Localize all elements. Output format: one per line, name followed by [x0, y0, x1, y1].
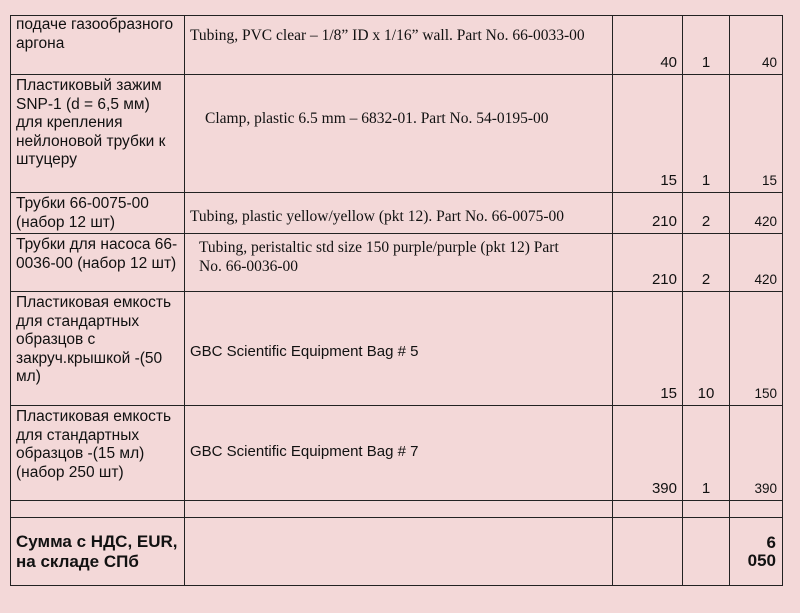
item-description: GBC Scientific Equipment Bag # 7 [185, 406, 613, 501]
item-name: Трубки 66-0075-00 (набор 12 шт) [11, 193, 185, 234]
item-quantity: 2 [683, 193, 730, 234]
item-description: Clamp, plastic 6.5 mm – 6832-01. Part No. 54-0195-00 [185, 75, 613, 193]
summary-label: Сумма с НДС, EUR, на складе СПб [11, 518, 185, 586]
empty-cell [683, 518, 730, 586]
item-name: подаче газообразного аргона [11, 16, 185, 75]
item-description: Tubing, PVC clear – 1/8” ID x 1/16” wall. Part No. 66-0033-00 [185, 16, 613, 75]
table-row [11, 292, 783, 406]
item-description: Tubing, peristaltic std size 150 purple/purple (pkt 12) Part No. 66-0036-00 [185, 234, 613, 292]
empty-cell [613, 518, 683, 586]
item-total: 15 [730, 75, 783, 193]
item-name: Трубки для насоса 66-0036-00 (набор 12 шт) [11, 234, 185, 292]
item-price: 390 [613, 406, 683, 501]
price-table [10, 15, 783, 586]
summary-total: 6 050 [730, 518, 783, 586]
item-price: 15 [613, 292, 683, 406]
item-name: Пластиковая емкость для стандартных образцов -(15 мл) (набор 250 шт) [11, 406, 185, 501]
item-total: 420 [730, 193, 783, 234]
table-row-empty [11, 501, 783, 518]
item-name: Пластиковая емкость для стандартных образцов с закруч.крышкой -(50 мл) [11, 292, 185, 406]
empty-cell [683, 501, 730, 518]
item-quantity: 1 [683, 16, 730, 75]
item-total: 150 [730, 292, 783, 406]
item-total: 40 [730, 16, 783, 75]
item-total: 390 [730, 406, 783, 501]
item-price: 15 [613, 75, 683, 193]
item-name: Пластиковый зажим SNP-1 (d = 6,5 мм) для крепления нейлоновой трубки к штуцеру [11, 75, 185, 193]
item-price: 210 [613, 234, 683, 292]
item-price: 210 [613, 193, 683, 234]
item-total: 420 [730, 234, 783, 292]
empty-cell [11, 501, 185, 518]
item-price: 40 [613, 16, 683, 75]
table-row [11, 193, 783, 234]
item-quantity: 1 [683, 406, 730, 501]
item-quantity: 2 [683, 234, 730, 292]
empty-cell [185, 518, 613, 586]
item-quantity: 1 [683, 75, 730, 193]
item-description: GBC Scientific Equipment Bag # 5 [185, 292, 613, 406]
empty-cell [185, 501, 613, 518]
item-quantity: 10 [683, 292, 730, 406]
table-row [11, 16, 783, 75]
table-row [11, 406, 783, 501]
table-row [11, 75, 783, 193]
empty-cell [730, 501, 783, 518]
table-row [11, 234, 783, 292]
summary-row [11, 518, 783, 586]
item-description: Tubing, plastic yellow/yellow (pkt 12). Part No. 66-0075-00 [185, 193, 613, 234]
empty-cell [613, 501, 683, 518]
